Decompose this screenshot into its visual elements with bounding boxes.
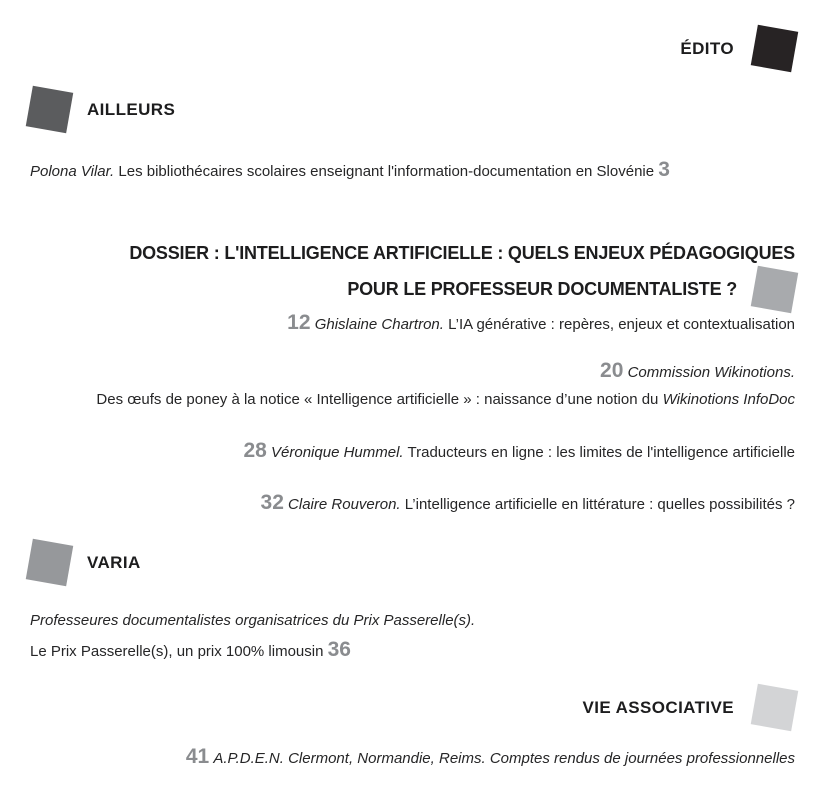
section-label-edito: ÉDITO	[680, 38, 734, 58]
article-text: A.P.D.E.N. Clermont, Normandie, Reims. Comptes rendus de journées professionnelles	[213, 750, 795, 767]
article-author: Commission Wikinotions.	[627, 364, 795, 381]
toc-entry-dossier-4	[261, 491, 795, 515]
section-header-vie-associative	[583, 687, 795, 728]
toc-entry-ailleurs	[30, 158, 670, 182]
vie-associative-marker-square-icon	[751, 684, 798, 731]
section-label-ailleurs: AILLEURS	[87, 99, 176, 119]
dossier-heading-line1: DOSSIER : L'INTELLIGENCE ARTIFICIELLE : QUELS ENJEUX PÉDAGOGIQUES	[129, 243, 795, 263]
page-number: 3	[658, 158, 670, 181]
toc-entry-dossier-2-authors	[600, 359, 795, 383]
page-number: 32	[260, 491, 284, 514]
article-author: Véronique Hummel.	[271, 444, 404, 461]
section-header-dossier	[129, 243, 795, 310]
toc-entry-dossier-1	[287, 311, 795, 335]
section-header-ailleurs	[29, 89, 175, 130]
toc-entry-vie-associative	[186, 745, 795, 769]
page-number: 12	[287, 311, 311, 334]
section-header-edito	[680, 28, 795, 69]
section-header-varia	[29, 542, 141, 583]
article-title: Des œufs de poney à la notice « Intelligence artificielle » : naissance d’une notion du	[96, 391, 659, 408]
section-label-varia: VARIA	[87, 552, 141, 572]
page-number: 28	[243, 439, 267, 462]
dossier-marker-square-icon	[751, 266, 798, 313]
ailleurs-marker-square-icon	[26, 86, 73, 133]
article-author: Claire Rouveron.	[288, 496, 401, 513]
page-number: 20	[600, 359, 624, 382]
article-title: Les bibliothécaires scolaires enseignant l'information-documentation en Slovénie	[118, 163, 655, 180]
article-title: L’intelligence artificielle en littérature : quelles possibilités ?	[404, 496, 795, 513]
section-label-vie-associative: VIE ASSOCIATIVE	[582, 697, 734, 717]
article-title-italic: Wikinotions InfoDoc	[662, 391, 795, 408]
article-title: Traducteurs en ligne : les limites de l'intelligence artificielle	[407, 444, 795, 461]
varia-marker-square-icon	[26, 539, 73, 586]
article-author: Polona Vilar.	[30, 163, 115, 180]
toc-entry-varia-authors: Professeures documentalistes organisatrices du Prix Passerelle(s).	[30, 612, 476, 629]
toc-entry-varia-title	[30, 638, 351, 662]
page-number: 41	[185, 745, 210, 768]
article-title: L’IA générative : repères, enjeux et contextualisation	[448, 316, 795, 333]
dossier-heading-line2: POUR LE PROFESSEUR DOCUMENTALISTE ?	[347, 279, 737, 299]
dossier-heading-line2-row	[129, 269, 795, 310]
toc-entry-dossier-2-title	[96, 391, 795, 408]
article-title: Le Prix Passerelle(s), un prix 100% limousin	[30, 643, 324, 660]
edito-marker-square-icon	[751, 25, 798, 72]
page-number: 36	[327, 638, 351, 661]
toc-entry-dossier-3	[244, 439, 796, 463]
article-author: Ghislaine Chartron.	[314, 316, 444, 333]
